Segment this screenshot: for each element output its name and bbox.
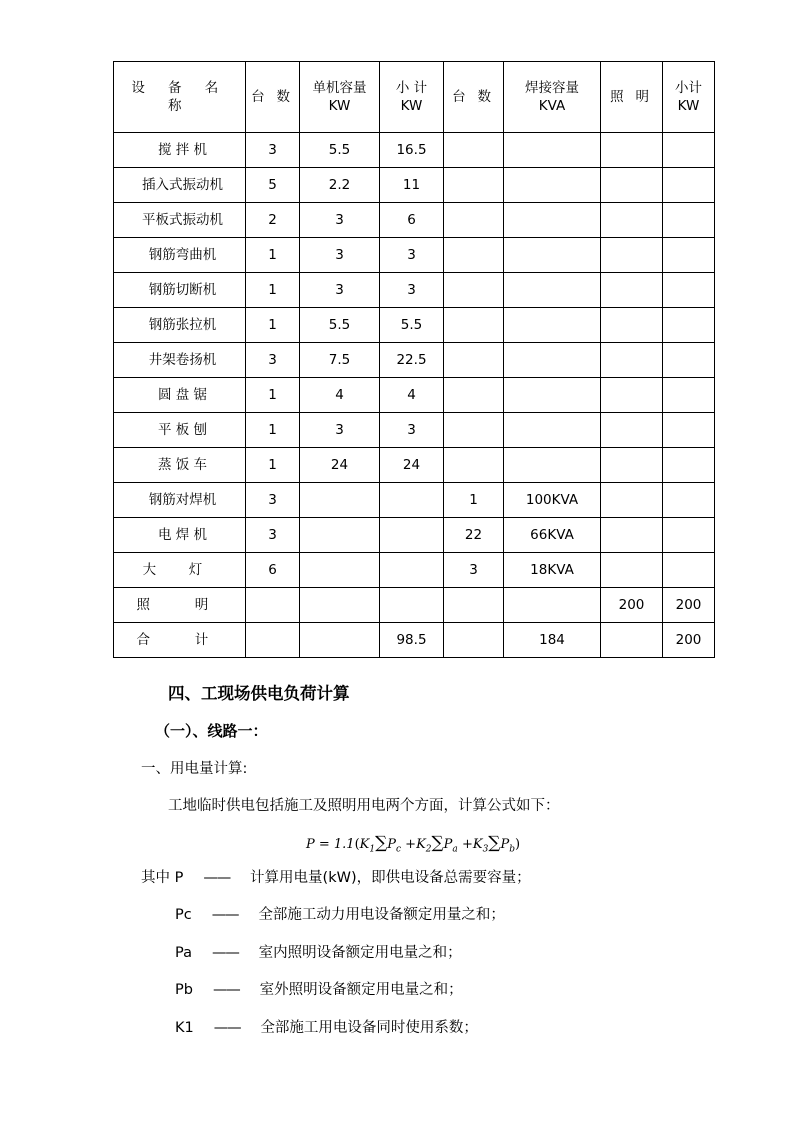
cell-qty1: 5 <box>246 168 300 203</box>
cell-qty1: 1 <box>246 378 300 413</box>
cell-qty1: 1 <box>246 413 300 448</box>
cell-lighting <box>601 553 663 588</box>
th-quantity-1: 台 数 <box>246 62 300 133</box>
cell-capacity: 3 <box>300 238 380 273</box>
definition-text: 计算用电量(kW)，即供电设备总需要容量； <box>250 869 531 886</box>
cell-equipment-name: 合 计 <box>114 623 246 658</box>
cell-lighting <box>601 483 663 518</box>
cell-weld <box>504 273 601 308</box>
table-row <box>114 168 715 203</box>
th-equipment-name: 设 备 名 称 <box>114 62 246 133</box>
definition-dash: —— <box>211 907 239 924</box>
cell-lighting <box>601 273 663 308</box>
definition-symbol: Pc <box>175 907 192 924</box>
th-subtotal-kw-2: 小计 KW <box>663 62 715 133</box>
cell-subtotal2 <box>663 203 715 238</box>
cell-capacity: 3 <box>300 203 380 238</box>
cell-equipment-name: 井架卷扬机 <box>114 343 246 378</box>
cell-subtotal1: 22.5 <box>380 343 444 378</box>
cell-equipment-name: 电 焊 机 <box>114 518 246 553</box>
cell-subtotal1: 3 <box>380 413 444 448</box>
cell-capacity <box>300 553 380 588</box>
cell-subtotal2 <box>663 448 715 483</box>
cell-subtotal2: 200 <box>663 623 715 658</box>
definition-row <box>175 940 713 968</box>
cell-subtotal1: 3 <box>380 238 444 273</box>
formula-power-equation <box>113 833 713 855</box>
cell-subtotal1 <box>380 588 444 623</box>
cell-subtotal1: 5.5 <box>380 308 444 343</box>
table-header-row <box>114 62 715 133</box>
table-body <box>114 62 715 658</box>
cell-qty2 <box>444 238 504 273</box>
cell-lighting <box>601 518 663 553</box>
section-heading: 四、工现场供电负荷计算 <box>168 684 350 703</box>
cell-subtotal2 <box>663 483 715 518</box>
cell-qty2 <box>444 343 504 378</box>
cell-qty1: 1 <box>246 448 300 483</box>
cell-equipment-name: 钢筋弯曲机 <box>114 238 246 273</box>
cell-lighting: 200 <box>601 588 663 623</box>
cell-equipment-name: 蒸 饭 车 <box>114 448 246 483</box>
formula-rendered: $P = 1.1(K_1\sum P_c +K_2\sum P_a +K_3\sum P_b)$ <box>305 832 521 855</box>
cell-qty2 <box>444 378 504 413</box>
cell-lighting <box>601 448 663 483</box>
table-row <box>114 588 715 623</box>
cell-qty1: 1 <box>246 308 300 343</box>
cell-subtotal2: 200 <box>663 588 715 623</box>
cell-capacity: 5.5 <box>300 308 380 343</box>
cell-subtotal1 <box>380 483 444 518</box>
cell-qty1: 3 <box>246 483 300 518</box>
table-row <box>114 203 715 238</box>
cell-qty2 <box>444 588 504 623</box>
cell-subtotal1: 16.5 <box>380 133 444 168</box>
definition-row <box>175 977 713 1005</box>
th-unit-capacity: 单机容量 KW <box>300 62 380 133</box>
definitions-list <box>113 865 713 1043</box>
cell-subtotal1: 4 <box>380 378 444 413</box>
cell-qty1: 3 <box>246 133 300 168</box>
definition-row <box>175 1015 713 1043</box>
th-welding-capacity: 焊接容量 KVA <box>504 62 601 133</box>
equipment-power-table <box>113 61 715 658</box>
cell-weld <box>504 343 601 378</box>
table-row <box>114 448 715 483</box>
cell-subtotal2 <box>663 168 715 203</box>
cell-subtotal2 <box>663 518 715 553</box>
cell-lighting <box>601 413 663 448</box>
cell-qty1: 6 <box>246 553 300 588</box>
cell-subtotal2 <box>663 273 715 308</box>
cell-weld: 66KVA <box>504 518 601 553</box>
cell-subtotal1: 98.5 <box>380 623 444 658</box>
cell-qty1: 3 <box>246 343 300 378</box>
cell-capacity <box>300 623 380 658</box>
table-row <box>114 133 715 168</box>
cell-capacity: 4 <box>300 378 380 413</box>
cell-subtotal2 <box>663 308 715 343</box>
cell-capacity: 24 <box>300 448 380 483</box>
definition-dash: —— <box>212 982 240 999</box>
cell-capacity: 3 <box>300 413 380 448</box>
cell-equipment-name: 钢筋张拉机 <box>114 308 246 343</box>
cell-qty2 <box>444 308 504 343</box>
cell-weld <box>504 203 601 238</box>
table-row <box>114 483 715 518</box>
cell-weld <box>504 413 601 448</box>
sub-heading: （一）、线路一： <box>155 722 268 741</box>
cell-capacity <box>300 483 380 518</box>
th-quantity-2: 台 数 <box>444 62 504 133</box>
cell-subtotal1: 11 <box>380 168 444 203</box>
cell-capacity <box>300 518 380 553</box>
cell-subtotal2 <box>663 413 715 448</box>
cell-capacity: 7.5 <box>300 343 380 378</box>
cell-qty2: 1 <box>444 483 504 518</box>
cell-weld: 18KVA <box>504 553 601 588</box>
definition-row <box>141 865 713 893</box>
cell-lighting <box>601 623 663 658</box>
cell-equipment-name: 搅 拌 机 <box>114 133 246 168</box>
cell-lighting <box>601 133 663 168</box>
cell-lighting <box>601 378 663 413</box>
table-row <box>114 553 715 588</box>
cell-equipment-name: 插入式振动机 <box>114 168 246 203</box>
cell-weld <box>504 588 601 623</box>
cell-lighting <box>601 343 663 378</box>
cell-lighting <box>601 203 663 238</box>
cell-qty1: 2 <box>246 203 300 238</box>
definition-dash: —— <box>203 869 231 886</box>
definition-symbol: Pb <box>175 982 193 999</box>
definition-text: 室内照明设备额定用电量之和； <box>258 944 462 961</box>
table-row <box>114 378 715 413</box>
cell-qty2 <box>444 203 504 238</box>
cell-weld <box>504 168 601 203</box>
definition-symbol: 其中 P <box>141 869 184 886</box>
cell-capacity <box>300 588 380 623</box>
cell-capacity: 3 <box>300 273 380 308</box>
cell-equipment-name: 平 板 刨 <box>114 413 246 448</box>
table-row <box>114 413 715 448</box>
cell-qty2 <box>444 413 504 448</box>
definition-dash: —— <box>211 944 239 961</box>
cell-qty2: 22 <box>444 518 504 553</box>
cell-equipment-name: 大 灯 <box>114 553 246 588</box>
cell-weld <box>504 133 601 168</box>
definition-symbol: K1 <box>175 1019 194 1036</box>
cell-subtotal1 <box>380 553 444 588</box>
definition-row <box>175 902 713 930</box>
cell-subtotal1 <box>380 518 444 553</box>
th-lighting: 照 明 <box>601 62 663 133</box>
cell-qty2 <box>444 623 504 658</box>
equipment-power-table-wrapper <box>113 61 702 658</box>
cell-lighting <box>601 308 663 343</box>
cell-subtotal2 <box>663 378 715 413</box>
list-item-power-calc: 一、用电量计算: <box>141 760 248 777</box>
th-subtotal-kw: 小 计 KW <box>380 62 444 133</box>
cell-qty1 <box>246 623 300 658</box>
cell-qty2 <box>444 273 504 308</box>
cell-lighting <box>601 238 663 273</box>
cell-qty2 <box>444 133 504 168</box>
cell-qty2: 3 <box>444 553 504 588</box>
cell-subtotal1: 6 <box>380 203 444 238</box>
cell-subtotal2 <box>663 238 715 273</box>
table-row <box>114 238 715 273</box>
cell-qty1: 1 <box>246 238 300 273</box>
document-body <box>113 678 713 1042</box>
cell-lighting <box>601 168 663 203</box>
cell-weld: 100KVA <box>504 483 601 518</box>
cell-capacity: 5.5 <box>300 133 380 168</box>
table-row <box>114 343 715 378</box>
cell-weld: 184 <box>504 623 601 658</box>
cell-qty1: 1 <box>246 273 300 308</box>
paragraph-formula-intro: 工地临时供电包括施工及照明用电两个方面，计算公式如下： <box>168 798 560 815</box>
cell-subtotal1: 24 <box>380 448 444 483</box>
cell-subtotal2 <box>663 133 715 168</box>
cell-subtotal2 <box>663 343 715 378</box>
cell-equipment-name: 平板式振动机 <box>114 203 246 238</box>
cell-weld <box>504 448 601 483</box>
cell-subtotal1: 3 <box>380 273 444 308</box>
definition-text: 全部施工动力用电设备额定用量之和； <box>258 907 505 924</box>
cell-qty1 <box>246 588 300 623</box>
cell-capacity: 2.2 <box>300 168 380 203</box>
cell-qty2 <box>444 448 504 483</box>
definition-text: 室外照明设备额定用电量之和； <box>259 982 463 999</box>
cell-subtotal2 <box>663 553 715 588</box>
definition-text: 全部施工用电设备同时使用系数； <box>260 1019 478 1036</box>
cell-qty1: 3 <box>246 518 300 553</box>
cell-weld <box>504 378 601 413</box>
table-row <box>114 518 715 553</box>
cell-qty2 <box>444 168 504 203</box>
cell-equipment-name: 圆 盘 锯 <box>114 378 246 413</box>
table-row <box>114 308 715 343</box>
definition-dash: —— <box>213 1019 241 1036</box>
table-total-row <box>114 623 715 658</box>
cell-equipment-name: 照 明 <box>114 588 246 623</box>
table-row <box>114 273 715 308</box>
cell-equipment-name: 钢筋对焊机 <box>114 483 246 518</box>
definition-symbol: Pa <box>175 944 192 961</box>
cell-equipment-name: 钢筋切断机 <box>114 273 246 308</box>
cell-weld <box>504 238 601 273</box>
cell-weld <box>504 308 601 343</box>
